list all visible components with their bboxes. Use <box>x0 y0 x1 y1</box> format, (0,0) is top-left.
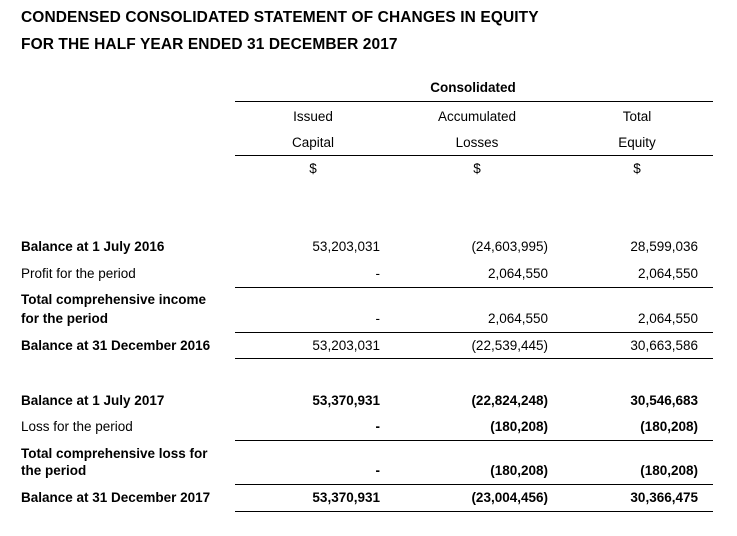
row-rule <box>235 332 713 333</box>
total-equity-cell: (180,208) <box>640 419 698 434</box>
total-equity-unit: $ <box>633 161 641 176</box>
row-label: Balance at 31 December 2016 <box>21 338 211 353</box>
accumulated-losses-cell: (22,824,248) <box>471 393 548 408</box>
total-equity-cell: 28,599,036 <box>630 239 698 254</box>
total-equity-cell: 30,366,475 <box>630 490 698 505</box>
accumulated-losses-cell: (180,208) <box>490 463 548 478</box>
accumulated-losses-cell: 2,064,550 <box>487 311 548 326</box>
consolidated-group-header: Consolidated <box>430 80 516 95</box>
accumulated-losses-cell: (24,603,995) <box>471 239 548 254</box>
issued-capital-header-line2: Capital <box>291 135 335 150</box>
total-equity-header-line2: Equity <box>618 135 656 150</box>
total-equity-cell: (180,208) <box>640 463 698 478</box>
row-label-line2: the period <box>21 463 87 478</box>
accumulated-losses-cell: (22,539,445) <box>471 338 548 353</box>
row-label-line1: Total comprehensive income <box>21 292 207 307</box>
issued-capital-cell: 53,203,031 <box>312 338 380 353</box>
total-equity-cell: 2,064,550 <box>637 266 698 281</box>
accumulated-losses-header-line1: Accumulated <box>437 109 517 124</box>
row-label-line1: Total comprehensive loss for <box>21 446 208 461</box>
row-rule <box>235 484 713 485</box>
issued-capital-cell: - <box>375 463 380 478</box>
header-rule-top <box>235 101 713 102</box>
row-label: Balance at 1 July 2016 <box>21 239 165 254</box>
total-equity-header-line1: Total <box>622 109 652 124</box>
row-label-line2: for the period <box>21 311 108 326</box>
row-rule <box>235 440 713 441</box>
accumulated-losses-header-line2: Losses <box>455 135 499 150</box>
header-rule-bottom <box>235 155 713 156</box>
issued-capital-cell: 53,370,931 <box>312 490 380 505</box>
issued-capital-unit: $ <box>309 161 317 176</box>
accumulated-losses-cell: 2,064,550 <box>487 266 548 281</box>
row-label: Balance at 1 July 2017 <box>21 393 165 408</box>
row-label: Profit for the period <box>21 266 136 281</box>
balance-rule <box>235 358 713 359</box>
issued-capital-header-line1: Issued <box>293 109 333 124</box>
balance-rule <box>235 511 713 512</box>
statement-title-line2: FOR THE HALF YEAR ENDED 31 DECEMBER 2017 <box>21 36 398 53</box>
row-rule <box>235 287 713 288</box>
issued-capital-cell: - <box>375 266 380 281</box>
issued-capital-cell: 53,370,931 <box>312 393 380 408</box>
accumulated-losses-cell: (180,208) <box>490 419 548 434</box>
total-equity-cell: 30,663,586 <box>630 338 698 353</box>
total-equity-cell: 30,546,683 <box>630 393 698 408</box>
issued-capital-cell: 53,203,031 <box>312 239 380 254</box>
row-label: Loss for the period <box>21 419 133 434</box>
statement-title-line1: CONDENSED CONSOLIDATED STATEMENT OF CHANGES IN EQUITY <box>21 9 539 26</box>
total-equity-cell: 2,064,550 <box>637 311 698 326</box>
accumulated-losses-cell: (23,004,456) <box>471 490 548 505</box>
row-label: Balance at 31 December 2017 <box>21 490 211 505</box>
accumulated-losses-unit: $ <box>473 161 481 176</box>
issued-capital-cell: - <box>375 419 380 434</box>
issued-capital-cell: - <box>375 311 380 326</box>
